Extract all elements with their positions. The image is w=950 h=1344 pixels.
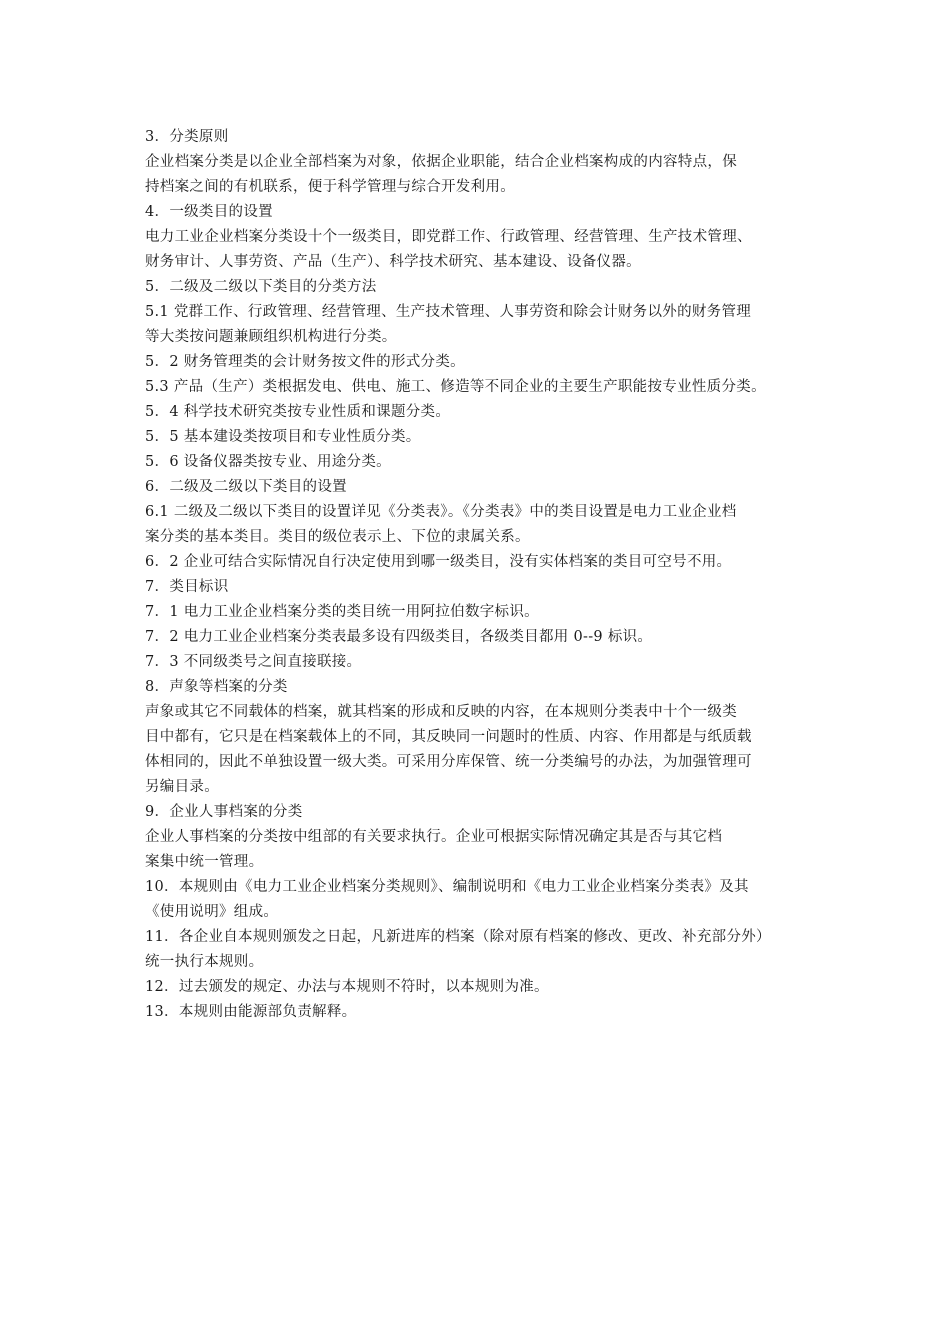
paragraph-line: 5.1 党群工作、行政管理、经营管理、生产技术管理、人事劳资和除会计财务以外的财务管理: [145, 304, 752, 320]
section-heading: 4．一级类目的设置: [145, 204, 273, 220]
section-heading: 6．二级及二级以下类目的设置: [145, 479, 347, 495]
paragraph-line: 企业档案分类是以企业全部档案为对象，依据企业职能，结合企业档案构成的内容特点，保: [145, 154, 737, 170]
paragraph-line: 另编目录。: [145, 779, 219, 795]
paragraph-line: 持档案之间的有机联系，便于科学管理与综合开发利用。: [145, 179, 515, 195]
paragraph-line: 等大类按问题兼顾组织机构进行分类。: [145, 329, 397, 345]
paragraph-line: 10．本规则由《电力工业企业档案分类规则》、编制说明和《电力工业企业档案分类表》及其: [145, 879, 749, 895]
paragraph-line: 《使用说明》组成。: [145, 904, 279, 920]
paragraph-line: 7．2 电力工业企业档案分类表最多设有四级类目，各级类目都用 0--9 标识。: [145, 629, 653, 645]
paragraph-line: 5．5 基本建设类按项目和专业性质分类。: [145, 429, 421, 445]
paragraph-line: 7．1 电力工业企业档案分类的类目统一用阿拉伯数字标识。: [145, 604, 539, 620]
paragraph-line: 目中都有，它只是在档案载体上的不同，其反映同一问题时的性质、内容、作用都是与纸质载: [145, 729, 752, 745]
paragraph-line: 财务审计、人事劳资、产品（生产）、科学技术研究、基本建设、设备仪器。: [145, 254, 641, 270]
section-heading: 9．企业人事档案的分类: [145, 804, 303, 820]
paragraph-line: 声象或其它不同载体的档案，就其档案的形成和反映的内容，在本规则分类表中十个一级类: [145, 704, 737, 720]
paragraph-line: 5．4 科学技术研究类按专业性质和课题分类。: [145, 404, 451, 420]
paragraph-line: 13．本规则由能源部负责解释。: [145, 1004, 357, 1020]
paragraph-line: 电力工业企业档案分类设十个一级类目，即党群工作、行政管理、经营管理、生产技术管理、: [145, 229, 752, 245]
paragraph-line: 5．6 设备仪器类按专业、用途分类。: [145, 454, 391, 470]
paragraph-line: 5.3 产品（生产）类根据发电、供电、施工、修造等不同企业的主要生产职能按专业性质分类。: [145, 379, 766, 395]
paragraph-line: 6.1 二级及二级以下类目的设置详见《分类表》。《分类表》中的类目设置是电力工业企业档: [145, 504, 737, 520]
section-heading: 3．分类原则: [145, 129, 229, 145]
paragraph-line: 7．3 不同级类号之间直接联接。: [145, 654, 362, 670]
section-heading: 8．声象等档案的分类: [145, 679, 288, 695]
section-heading: 5．二级及二级以下类目的分类方法: [145, 279, 377, 295]
section-heading: 7．类目标识: [145, 579, 229, 595]
paragraph-line: 案集中统一管理。: [145, 854, 264, 870]
paragraph-line: 企业人事档案的分类按中组部的有关要求执行。企业可根据实际情况确定其是否与其它档: [145, 829, 723, 845]
paragraph-line: 12．过去颁发的规定、办法与本规则不符时，以本规则为准。: [145, 979, 549, 995]
document-body: [145, 125, 815, 1025]
paragraph-line: 6．2 企业可结合实际情况自行决定使用到哪一级类目，没有实体档案的类目可空号不用。: [145, 554, 732, 570]
paragraph-line: 体相同的，因此不单独设置一级大类。可采用分库保管、统一分类编号的办法，为加强管理可: [145, 754, 752, 770]
paragraph-line: 5．2 财务管理类的会计财务按文件的形式分类。: [145, 354, 465, 370]
paragraph-line: 统一执行本规则。: [145, 954, 264, 970]
paragraph-line: 11．各企业自本规则颁发之日起，凡新进库的档案（除对原有档案的修改、更改、补充部分外）: [145, 929, 771, 945]
paragraph-line: 案分类的基本类目。类目的级位表示上、下位的隶属关系。: [145, 529, 530, 545]
